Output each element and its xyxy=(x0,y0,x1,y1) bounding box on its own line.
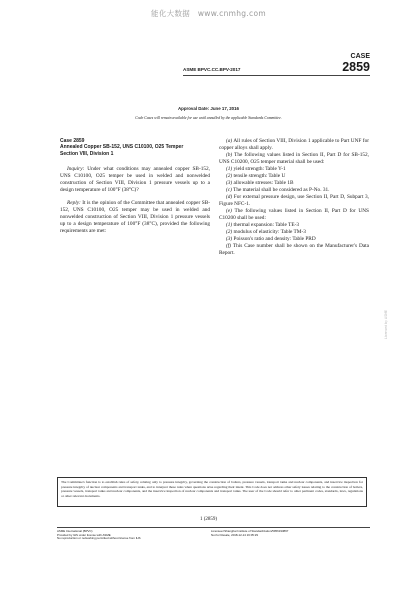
item-label: (1) xyxy=(226,166,233,172)
item-label: (a) xyxy=(226,138,233,144)
item-label: (2) xyxy=(226,173,233,179)
footer-publisher xyxy=(57,530,141,541)
case-heading-line: Section VIII, Division 1 xyxy=(60,150,114,157)
item-text: tensile strength: Table U xyxy=(232,173,286,179)
item-text: yield strength: Table Y-1 xyxy=(232,166,286,172)
item-a xyxy=(219,138,369,152)
item-f xyxy=(219,243,369,257)
item-c xyxy=(219,187,369,194)
reply-paragraph xyxy=(60,200,210,235)
left-column xyxy=(60,138,210,241)
item-text: allowable stresses: Table 1B xyxy=(232,180,294,186)
reply-lead: Reply: xyxy=(67,200,81,207)
item-label: (2) xyxy=(226,229,233,235)
validity-note: Code Cases will remain available for use until annulled by the applicable Standards Committee. xyxy=(135,116,282,120)
item-text: thermal expansion: Table TE-3 xyxy=(232,222,299,228)
item-e1 xyxy=(219,222,369,229)
case-number: 2859 xyxy=(342,60,370,74)
case-heading-line: Annealed Copper SB-152, UNS C10100, O25 Temper xyxy=(60,144,184,151)
item-label: (e) xyxy=(226,208,232,214)
item-label: (f) xyxy=(226,243,231,249)
header-rule xyxy=(183,75,370,76)
item-e2 xyxy=(219,229,369,236)
inquiry-lead: Inquiry: xyxy=(67,166,85,173)
footer-rule xyxy=(57,527,370,528)
item-text: The following values listed in Section II, Part D for UNS C10200 shall be used: xyxy=(219,208,369,221)
case-heading xyxy=(60,138,210,157)
case-heading-line: Case 2859 xyxy=(60,138,85,144)
item-b3 xyxy=(219,180,369,187)
item-e xyxy=(219,208,369,222)
item-d xyxy=(219,194,369,208)
item-e3 xyxy=(219,236,369,243)
header-code: ASME BPVC.CC.BPV-2017 xyxy=(183,67,241,72)
side-license-mark: Licensed by ASME xyxy=(384,310,388,339)
item-b xyxy=(219,152,369,166)
footer-line: Provided by IHS under license with ASME xyxy=(57,532,111,537)
item-text: This Case number shall be shown on the Manufacturer's Data Report. xyxy=(219,243,369,256)
right-column xyxy=(219,138,369,257)
item-text: The following values listed in Section II, Part D for SB-152, UNS C10200, O25 temper material shall be used: xyxy=(219,152,369,165)
footer-line: Licensee=Shanghai Institute of Standardization/5956193897 xyxy=(211,529,289,533)
footer-line: ASME International (BPVC) xyxy=(57,529,93,533)
inquiry-text: Under what conditions may annealed copper SB-152, UNS C10100, O25 temper be used in welded and nonwelded construction of Section VIII, Division 1 pressure vessels up to a design temperature of 100°F (38°C)? xyxy=(60,166,210,194)
item-text: All rules of Section VIII, Division 1 applicable to Part UNF for copper alloys shall apply. xyxy=(219,138,369,151)
footer-line: No reproduction or networking permitted without license from IHS xyxy=(57,536,141,541)
item-text: Poisson's ratio and density: Table PRD xyxy=(232,236,316,242)
page-number: 1 (2859) xyxy=(199,517,218,522)
watermark-text: 能化大数据 www.cnmhg.com xyxy=(151,9,266,18)
item-text: For external pressure design, use Section II, Part D, Subpart 3, Figure NFC-1. xyxy=(219,194,369,207)
reply-text: It is the opinion of the Committee that annealed copper SB-152, UNS C10100, O25 temper may be used in welded and nonwelded construction of Section VIII, Division 1 pressure vessels up to a design temperature of 100°F (38°C), provided the following requirements are met: xyxy=(60,200,210,235)
case-label: CASE xyxy=(350,53,370,60)
item-label: (3) xyxy=(226,180,233,186)
item-b2 xyxy=(219,173,369,180)
footer-licensee xyxy=(211,530,288,537)
item-label: (d) xyxy=(226,194,233,200)
inquiry-paragraph xyxy=(60,166,210,194)
approval-date: Approval Date: June 17, 2016 xyxy=(177,106,239,111)
item-text: modulus of elasticity: Table TM-3 xyxy=(232,229,306,235)
item-text: The material shall be considered as P-No. 31. xyxy=(231,187,330,193)
item-label: (c) xyxy=(226,187,232,193)
item-label: (1) xyxy=(226,222,233,228)
committee-notice: The Committee's function is to establish rules of safety, relating only to pressure integrity, governing the construction of boilers, pressure vessels, transport tanks and nuclear components, and inservice inspection for pressure integrity of nuclear components and transport tanks, and to interpret these rules when questions arise regarding their intent. This Code does not address other safety issues relating to the construction of boilers, pressure vessels, transport tanks and nuclear components, and the inservice inspection of nuclear components and transport tanks. The user of the Code should refer to other pertinent codes, standards, laws, regulations or other relevant documents. xyxy=(57,477,367,507)
item-label: (b) xyxy=(226,152,233,158)
item-label: (3) xyxy=(226,236,233,242)
item-b1 xyxy=(219,166,369,173)
footer-line: Not for Resale, 2018-12-14 16:05:29 xyxy=(211,532,258,537)
